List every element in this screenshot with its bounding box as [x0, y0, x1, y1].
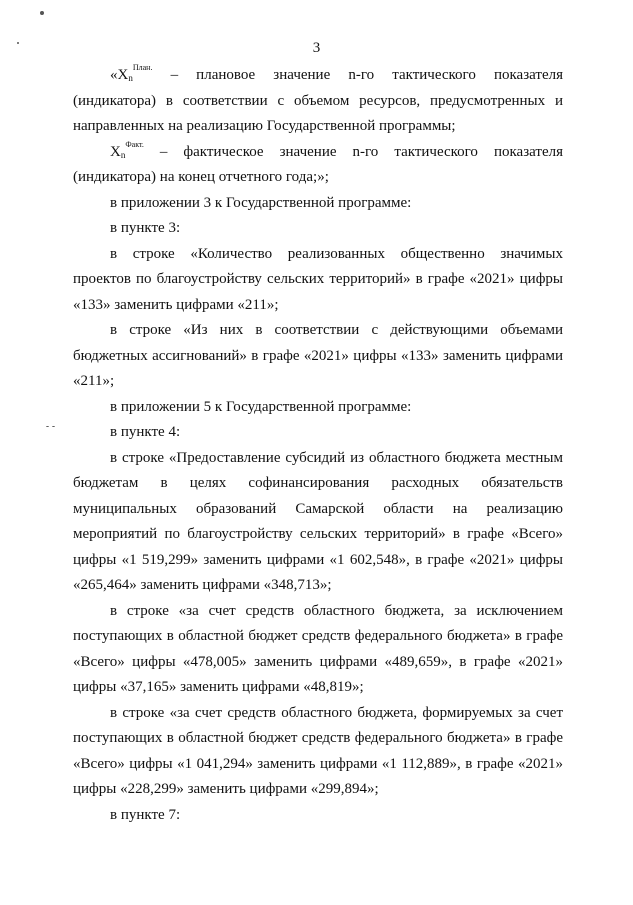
- scan-speck: [52, 426, 55, 427]
- scan-speck: [46, 426, 49, 427]
- formula-fact-text: – фактическое значение n-го тактического показателя (индикатора) на конец отчетного года;»;: [73, 143, 563, 185]
- symbol-subscript: n: [128, 73, 133, 83]
- page-number: 3: [312, 40, 321, 56]
- paragraph: в строке «за счет средств областного бюджета, за исключением поступающих в областной бюджет средств федерального бюджета» в графе «Всего» цифры «478,005» заменить цифрами «489,659», в графе «2021» цифры «37,165» заменить цифрами «48,819»;: [73, 602, 563, 695]
- symbol-x: X: [117, 67, 129, 83]
- scan-speck: [17, 42, 19, 44]
- paragraph: в пункте 4:: [110, 424, 181, 440]
- formula-plan-text: – плановое значение n-го тактического показателя (индикатора) в соответствии с объемом ресурсов, предусмотренных и направленных на реализацию Государственной программы;: [73, 67, 563, 134]
- formula-plan-symbol: [110, 63, 153, 83]
- open-quote: «: [110, 67, 118, 83]
- formula-plan-definition: [73, 63, 563, 140]
- paragraph: в строке «Из них в соответствии с действующими объемами бюджетных ассигнований» в графе «2021» цифры «133» заменить цифрами «211»;: [73, 322, 563, 389]
- paragraph: в приложении 5 к Государственной программе:: [110, 398, 412, 415]
- paragraph: в строке «Предоставление субсидий из областного бюджета местным бюджетам в целях софинансирования расходных обязательств муниципальных образований Самарской области на реализацию мероприятий по благоустройству сельских территорий» в графе «Всего» цифры «1 519,299» заменить цифрами «1 602,548», в графе «2021» цифры «265,464» заменить цифрами «348,713»;: [73, 449, 563, 593]
- paragraph: в пункте 3:: [110, 220, 181, 236]
- paragraph: в строке «за счет средств областного бюджета, формируемых за счет поступающих в областной бюджет средств федерального бюджета» в графе «Всего» цифры «1 041,294» заменить цифрами «1 112,889», в графе «2021» цифры «228,299» заменить цифрами «299,894»;: [73, 704, 563, 797]
- paragraph: в пункте 7:: [110, 806, 181, 823]
- scan-speck: [40, 11, 44, 15]
- symbol-superscript: План.: [132, 63, 153, 72]
- formula-fact-symbol: [110, 139, 144, 160]
- paragraph: в строке «Количество реализованных общественно значимых проектов по благоустройству сельских территорий» в графе «2021» цифры «133» заменить цифрами «211»;: [73, 245, 563, 313]
- document-body: [73, 63, 563, 828]
- paragraph: в приложении 3 к Государственной программе:: [110, 194, 412, 211]
- symbol-subscript: n: [120, 149, 126, 160]
- formula-fact-definition: [73, 140, 563, 191]
- symbol-superscript: Факт.: [125, 139, 144, 149]
- symbol-x: X: [110, 143, 121, 160]
